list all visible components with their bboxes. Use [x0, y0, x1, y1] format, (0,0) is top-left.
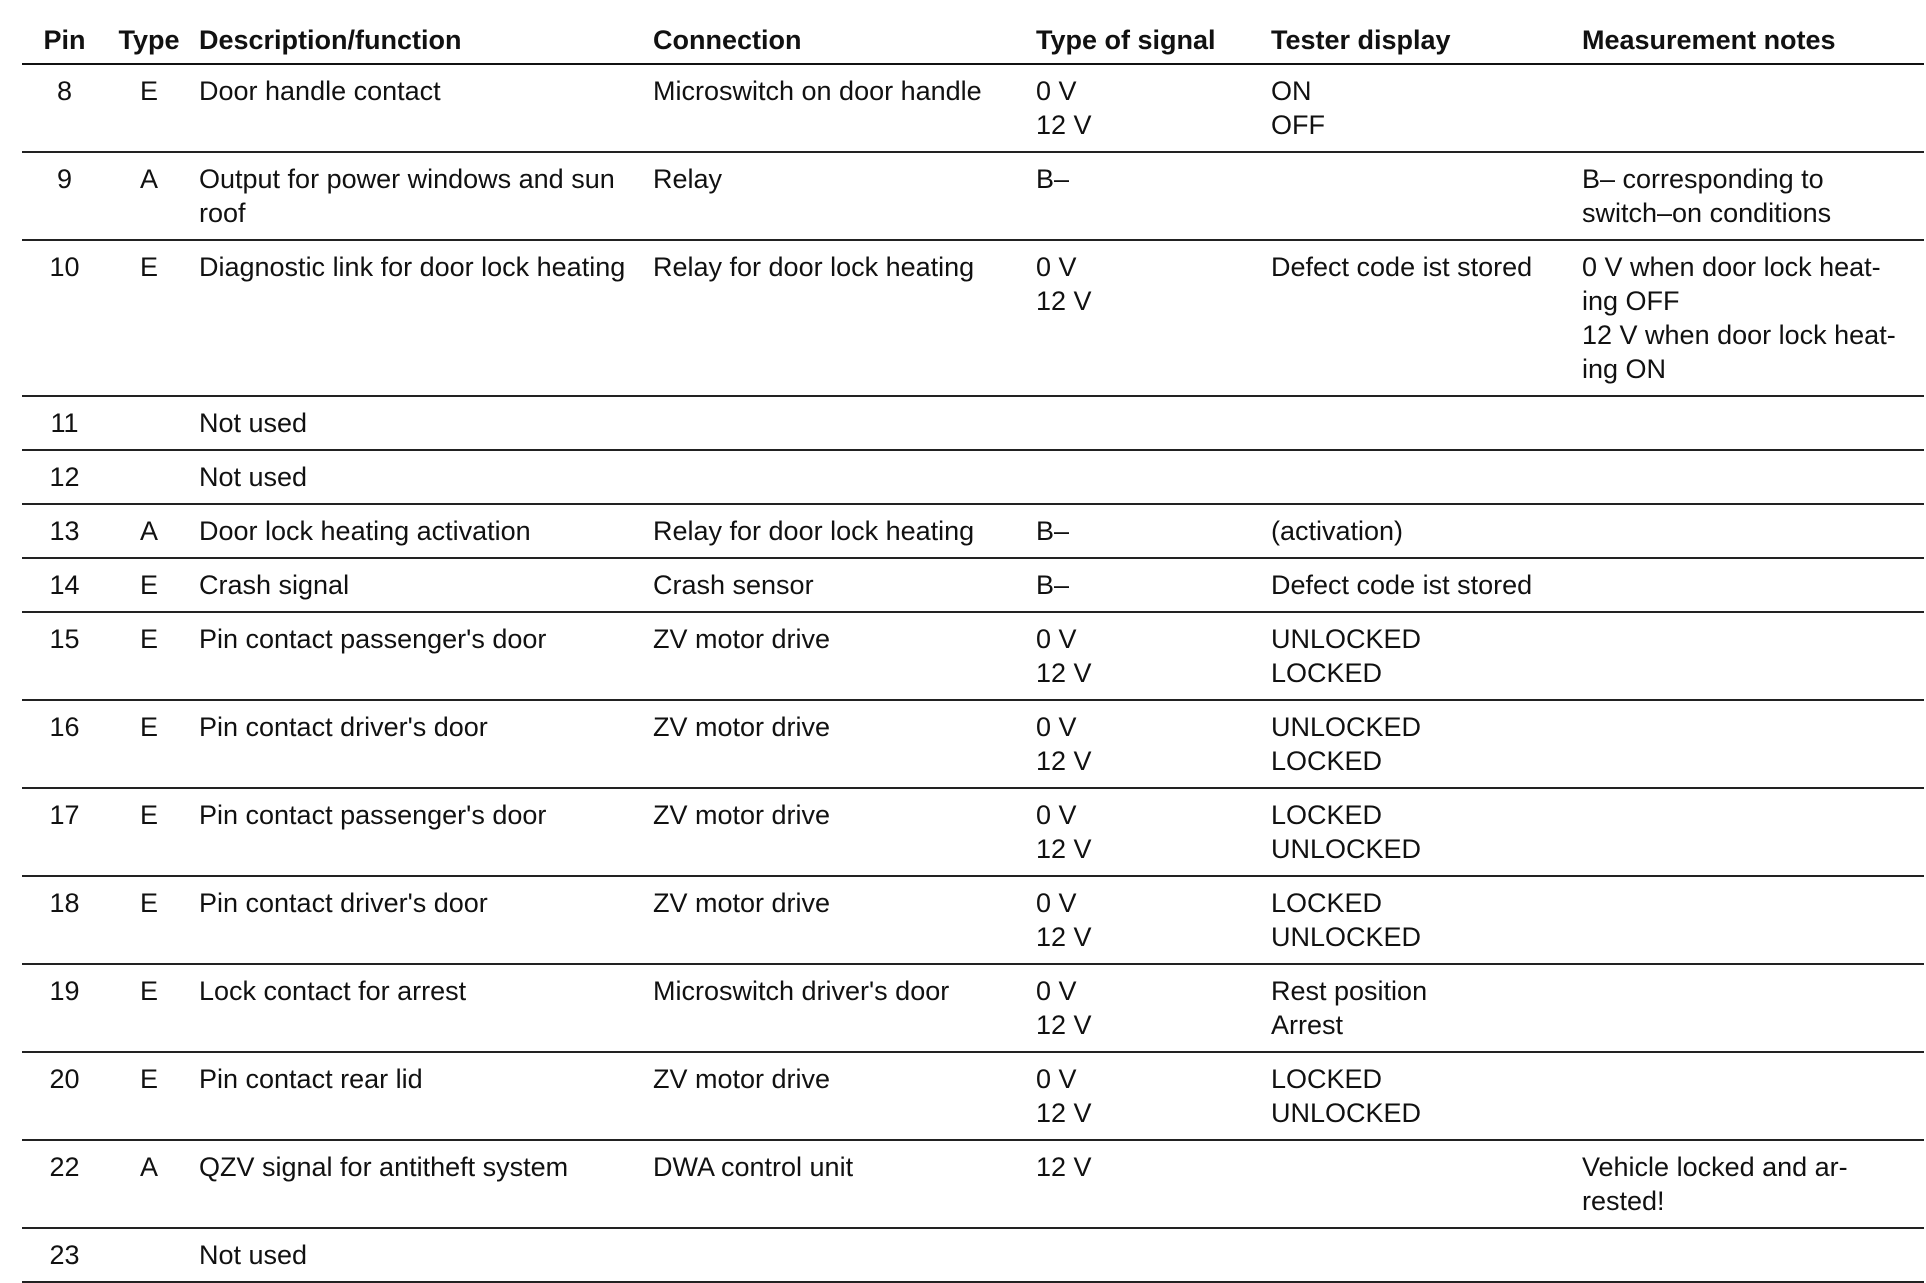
notes-cell [1574, 396, 1924, 450]
type-cell: E [107, 558, 191, 612]
tester-cell [1263, 64, 1574, 152]
description-cell: Door lock heating activation [191, 504, 645, 558]
table-row [22, 612, 1924, 700]
notes-cell [1574, 788, 1924, 876]
type-cell: E [107, 876, 191, 964]
tester-cell [1263, 964, 1574, 1052]
type-cell: A [107, 152, 191, 240]
type-cell: E [107, 1052, 191, 1140]
table-row [22, 64, 1924, 152]
signal-cell [1028, 558, 1263, 612]
pin-cell: 23 [22, 1228, 107, 1282]
pin-cell: 11 [22, 396, 107, 450]
table-row [22, 504, 1924, 558]
connection-cell [645, 396, 1028, 450]
connection-cell: Crash sensor [645, 558, 1028, 612]
signal-cell [1028, 1228, 1263, 1282]
pin-cell: 14 [22, 558, 107, 612]
signal-value: B– [1036, 164, 1070, 194]
table-row [22, 240, 1924, 396]
description-cell: Pin contact driver's door [191, 876, 645, 964]
signal-cell [1028, 504, 1263, 558]
table-header-row [22, 18, 1924, 64]
pin-cell: 8 [22, 64, 107, 152]
note-text: B– corresponding to switch–on conditions [1582, 164, 1832, 228]
connection-cell: DWA control unit [645, 1140, 1028, 1228]
pin-cell: 15 [22, 612, 107, 700]
connection-cell: Microswitch on door handle [645, 64, 1028, 152]
header-tester-display: Tester display [1263, 18, 1574, 64]
tester-cell [1263, 1140, 1574, 1228]
notes-cell [1574, 1140, 1924, 1228]
signal-cell [1028, 396, 1263, 450]
signal-value: 12 V [1036, 1098, 1092, 1128]
signal-value: 0 V [1036, 712, 1077, 742]
tester-cell [1263, 1228, 1574, 1282]
tester-value: Defect code ist stored [1271, 570, 1533, 600]
tester-value: UNLOCKED [1271, 834, 1422, 864]
notes-cell [1574, 700, 1924, 788]
table-row [22, 450, 1924, 504]
connection-cell [645, 1228, 1028, 1282]
description-cell: Not used [191, 1228, 645, 1282]
signal-value: 12 V [1036, 1152, 1092, 1182]
description-cell: Pin contact passenger's door [191, 612, 645, 700]
table-row [22, 152, 1924, 240]
tester-value: LOCKED [1271, 800, 1383, 830]
type-cell: E [107, 64, 191, 152]
signal-value: 12 V [1036, 834, 1092, 864]
description-cell: QZV signal for antitheft system [191, 1140, 645, 1228]
description-cell: Output for power windows and sun roof [191, 152, 645, 240]
tester-value: (activation) [1271, 516, 1404, 546]
signal-cell [1028, 1052, 1263, 1140]
table-row [22, 964, 1924, 1052]
type-cell: A [107, 1140, 191, 1228]
description-cell: Diagnostic link for door lock heating [191, 240, 645, 396]
description-cell: Pin contact rear lid [191, 1052, 645, 1140]
header-type: Type [107, 18, 191, 64]
signal-value: 0 V [1036, 76, 1077, 106]
description-cell: Pin contact driver's door [191, 700, 645, 788]
signal-value: 0 V [1036, 888, 1077, 918]
notes-cell [1574, 964, 1924, 1052]
signal-cell [1028, 788, 1263, 876]
pin-cell: 22 [22, 1140, 107, 1228]
table-row [22, 1052, 1924, 1140]
connection-cell [645, 450, 1028, 504]
description-cell: Not used [191, 450, 645, 504]
signal-cell [1028, 876, 1263, 964]
type-cell: A [107, 504, 191, 558]
pin-cell: 17 [22, 788, 107, 876]
notes-cell [1574, 152, 1924, 240]
tester-cell [1263, 876, 1574, 964]
signal-cell [1028, 612, 1263, 700]
description-cell: Door handle contact [191, 64, 645, 152]
description-cell: Crash signal [191, 558, 645, 612]
tester-cell [1263, 612, 1574, 700]
table-row [22, 396, 1924, 450]
note-text: Vehicle locked and ar-rested! [1582, 1152, 1848, 1216]
connection-cell: Relay for door lock heating [645, 240, 1028, 396]
note-text: 12 V when door lock heat-ing ON [1582, 320, 1896, 384]
connection-cell: Microswitch driver's door [645, 964, 1028, 1052]
signal-value: 12 V [1036, 746, 1092, 776]
pin-cell: 16 [22, 700, 107, 788]
connection-cell: ZV motor drive [645, 876, 1028, 964]
tester-value: OFF [1271, 110, 1325, 140]
tester-cell [1263, 450, 1574, 504]
signal-value: 12 V [1036, 286, 1092, 316]
table-row [22, 1228, 1924, 1282]
pin-cell: 19 [22, 964, 107, 1052]
note-text: 0 V when door lock heat-ing OFF [1582, 252, 1881, 316]
notes-cell [1574, 64, 1924, 152]
tester-value: LOCKED [1271, 658, 1383, 688]
pin-cell: 9 [22, 152, 107, 240]
header-signal-type: Type of signal [1028, 18, 1263, 64]
notes-cell [1574, 1052, 1924, 1140]
connection-cell: ZV motor drive [645, 700, 1028, 788]
signal-value: 0 V [1036, 252, 1077, 282]
header-pin: Pin [22, 18, 107, 64]
signal-value: B– [1036, 516, 1070, 546]
tester-cell [1263, 240, 1574, 396]
connection-cell: Relay for door lock heating [645, 504, 1028, 558]
table-row [22, 558, 1924, 612]
signal-value: 0 V [1036, 800, 1077, 830]
tester-value: LOCKED [1271, 888, 1383, 918]
signal-value: 0 V [1036, 1064, 1077, 1094]
notes-cell [1574, 1228, 1924, 1282]
tester-value: UNLOCKED [1271, 712, 1422, 742]
signal-cell [1028, 1140, 1263, 1228]
signal-value: 12 V [1036, 1010, 1092, 1040]
pin-cell: 13 [22, 504, 107, 558]
signal-cell [1028, 964, 1263, 1052]
tester-value: UNLOCKED [1271, 624, 1422, 654]
tester-value: Arrest [1271, 1010, 1344, 1040]
type-cell: E [107, 788, 191, 876]
tester-value: LOCKED [1271, 1064, 1383, 1094]
notes-cell [1574, 504, 1924, 558]
tester-value: ON [1271, 76, 1312, 106]
table-row [22, 788, 1924, 876]
tester-cell [1263, 558, 1574, 612]
type-cell: E [107, 612, 191, 700]
pin-cell: 20 [22, 1052, 107, 1140]
signal-value: 12 V [1036, 658, 1092, 688]
notes-cell [1574, 876, 1924, 964]
tester-cell [1263, 152, 1574, 240]
signal-value: 0 V [1036, 976, 1077, 1006]
type-cell [107, 450, 191, 504]
pin-cell: 10 [22, 240, 107, 396]
signal-cell [1028, 152, 1263, 240]
signal-value: 0 V [1036, 624, 1077, 654]
pin-cell: 18 [22, 876, 107, 964]
type-cell: E [107, 240, 191, 396]
description-cell: Not used [191, 396, 645, 450]
signal-cell [1028, 450, 1263, 504]
notes-cell [1574, 558, 1924, 612]
type-cell: E [107, 964, 191, 1052]
type-cell: E [107, 700, 191, 788]
connection-cell: ZV motor drive [645, 612, 1028, 700]
table-row [22, 700, 1924, 788]
header-description: Description/function [191, 18, 645, 64]
tester-value: UNLOCKED [1271, 1098, 1422, 1128]
header-measurement-notes: Measurement notes [1574, 18, 1924, 64]
tester-value: Defect code ist stored [1271, 252, 1533, 282]
pin-cell: 12 [22, 450, 107, 504]
description-cell: Pin contact passenger's door [191, 788, 645, 876]
tester-cell [1263, 396, 1574, 450]
signal-cell [1028, 240, 1263, 396]
tester-value: Rest position [1271, 976, 1428, 1006]
table-row [22, 876, 1924, 964]
description-cell: Lock contact for arrest [191, 964, 645, 1052]
connection-cell: ZV motor drive [645, 788, 1028, 876]
type-cell [107, 1228, 191, 1282]
tester-cell [1263, 1052, 1574, 1140]
table-row [22, 1140, 1924, 1228]
signal-value: 12 V [1036, 110, 1092, 140]
header-connection: Connection [645, 18, 1028, 64]
tester-value: UNLOCKED [1271, 922, 1422, 952]
tester-value: LOCKED [1271, 746, 1383, 776]
signal-cell [1028, 64, 1263, 152]
notes-cell [1574, 450, 1924, 504]
signal-value: 12 V [1036, 922, 1092, 952]
tester-cell [1263, 788, 1574, 876]
pin-assignment-table [22, 18, 1924, 1283]
type-cell [107, 396, 191, 450]
notes-cell [1574, 612, 1924, 700]
connection-cell: Relay [645, 152, 1028, 240]
signal-cell [1028, 700, 1263, 788]
connection-cell: ZV motor drive [645, 1052, 1028, 1140]
notes-cell [1574, 240, 1924, 396]
tester-cell [1263, 700, 1574, 788]
signal-value: B– [1036, 570, 1070, 600]
tester-cell [1263, 504, 1574, 558]
